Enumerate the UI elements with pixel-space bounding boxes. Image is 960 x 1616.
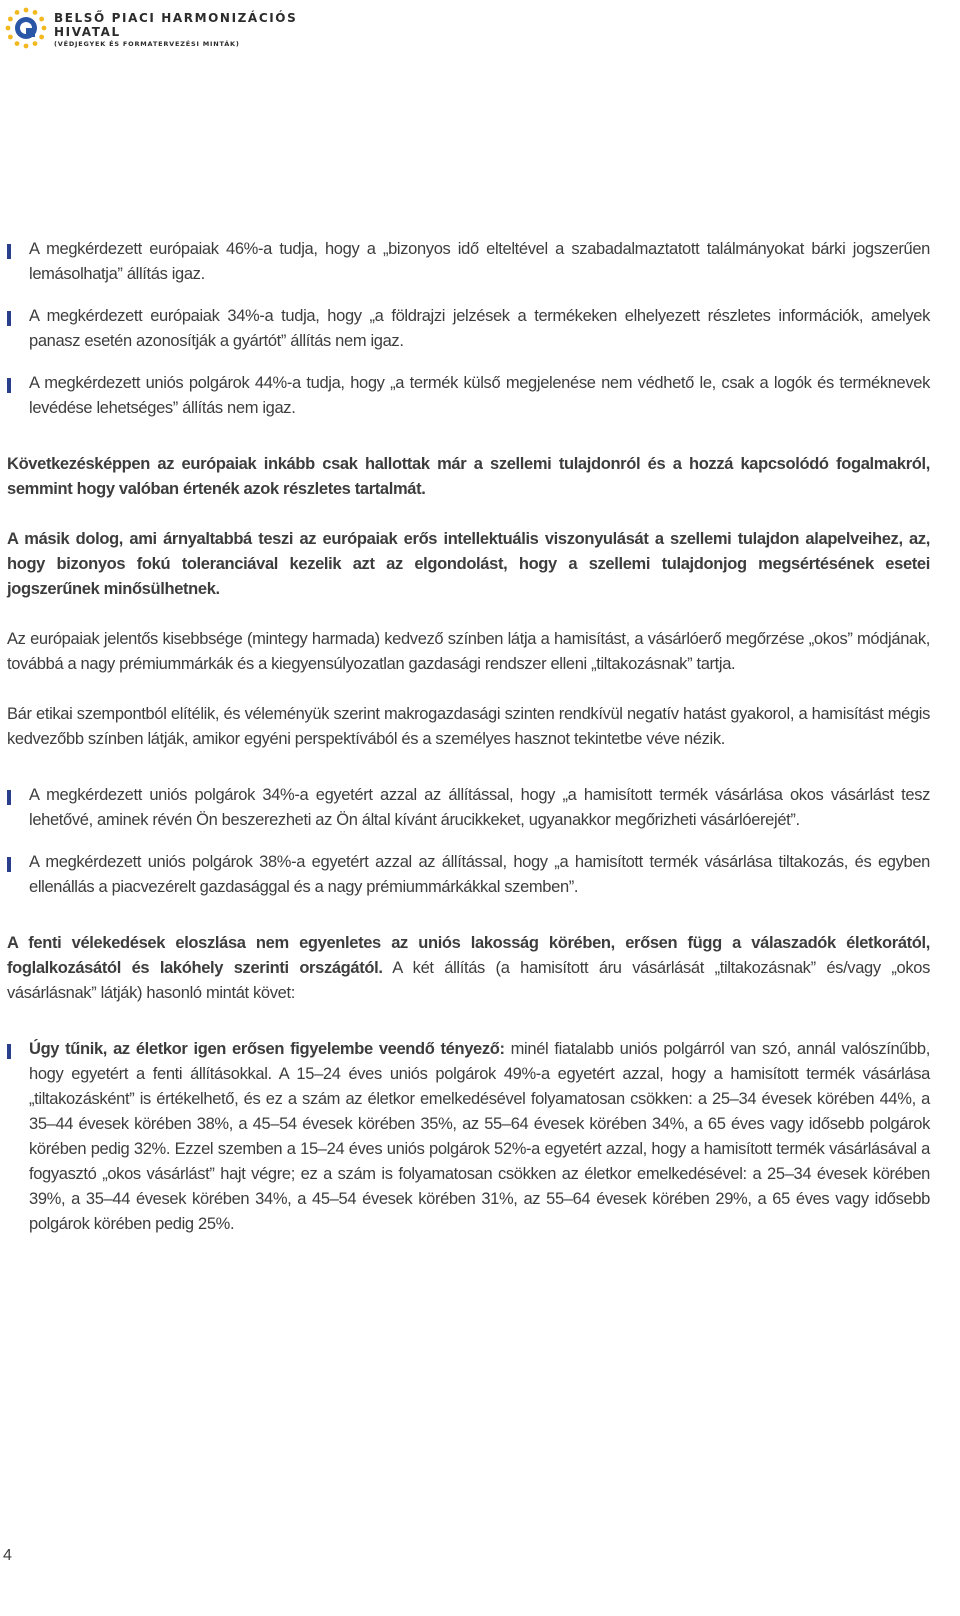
bullet-item: A megkérdezett európaiak 46%-a tudja, hogy a „bizonyos idő elteltével a szabadalmaztatott találmányokat bárki jogszerűen lemásolhatja” állítás igaz. bbox=[7, 237, 930, 287]
paragraph-bold-lead: A fenti vélekedések eloszlása nem egyenletes az uniós lakosság körében, erősen függ a válaszadók életkorától, foglalkozásától és lakóhely szerinti országától. bbox=[7, 934, 930, 977]
bullet-item: A megkérdezett európaiak 34%-a tudja, hogy „a földrajzi jelzések a termékeken elhelyezett részletes információk, amelyek panasz esetén azonosítják a gyártót” állítás nem igaz. bbox=[7, 304, 930, 354]
paragraph: Bár etikai szempontból elítélik, és véleményük szerint makrogazdasági szinten rendkívül negatív hatást gyakorol, a hamisítást mégis kedvezőbb színben látják, amikor egyéni perspektívából és a személyes hasznot tekintetbe véve nézik. bbox=[7, 705, 930, 748]
bold-paragraph: Következésképpen az európaiak inkább csak hallottak már a szellemi tulajdonról és a hozzá kapcsolódó fogalmakról, semmint hogy valóban értenék azok részletes tartalmát. bbox=[7, 455, 930, 498]
bullet-rest: minél fiatalabb uniós polgárról van szó, annál valószínűbb, hogy egyetért a fenti állításokkal. A 15–24 éves uniós polgárok 49%-a egyetért azzal, hogy a hamisított termék vásárlása „tiltakozásként” is értékelhető, és ez a szám az életkor emelkedésével folyamatosan csökken: a 25–34 évesek körében 44%, a 35–44 évesek körében 38%, a 45–54 évesek körében 35%, az 55–64 évesek körében 34%, a 65 éves vagy idősebb polgárok körében pedig 32%. Ezzel szemben a 15–24 éves uniós polgárok 52%-a egyetért azzal, hogy a hamisított termék vásárlásával a fogyasztó „okos vásárlást” hajt végre; ez a szám is folyamatosan csökken az életkor emelkedésével: a 25–34 évesek körében 39%, a 35–44 évesek körében 34%, a 45–54 évesek körében 31%, az 55–64 évesek körében 29%, a 65 éves vagy idősebb polgárok körében pedig 25%. bbox=[29, 1040, 930, 1233]
bullet-item bbox=[7, 1037, 930, 1237]
header bbox=[4, 6, 297, 54]
ohim-star-circle-logo-icon bbox=[4, 6, 48, 50]
bold-paragraph: A másik dolog, ami árnyaltabbá teszi az európaiak erős intellektuális viszonyulását a szellemi tulajdon alapelveihez, az, hogy bizonyos fokú toleranciával kezelik azt az elgondolást, hogy a szellemi tulajdonjog megsértésének esetei jogszerűnek minősülhetnek. bbox=[7, 530, 930, 598]
org-name-line2: HIVATAL bbox=[54, 25, 121, 39]
organisation-name bbox=[54, 12, 297, 48]
bullet-item: A megkérdezett uniós polgárok 38%-a egyetért azzal az állítással, hogy „a hamisított termék vásárlása tiltakozás, és egyben ellenállás a piacvezérelt gazdasággal és a nagy prémiummárkákkal szemben”. bbox=[7, 850, 930, 900]
bullet-item: A megkérdezett uniós polgárok 34%-a egyetért azzal az állítással, hogy „a hamisított termék vásárlása okos vásárlást tesz lehetővé, aminek révén Ön beszerezheti az Ön által kívánt árucikkeket, ugyanakkor megőrizheti vásárlóerejét”. bbox=[7, 783, 930, 833]
paragraph-rest: A két állítás (a hamisított áru vásárlását „tiltakozásnak” és/vagy „okos vásárlásnak” látják) hasonló mintát követ: bbox=[7, 959, 930, 1002]
page-number: 4 bbox=[3, 1547, 12, 1564]
paragraph bbox=[7, 931, 930, 1006]
org-name-line1: BELSŐ PIACI HARMONIZÁCIÓS bbox=[54, 11, 298, 25]
document-body bbox=[7, 237, 930, 1237]
org-subtitle: (VÉDJEGYEK ÉS FORMATERVEZÉSI MINTÁK) bbox=[54, 40, 240, 48]
bullet-item: A megkérdezett uniós polgárok 44%-a tudja, hogy „a termék külső megjelenése nem védhető le, csak a logók és terméknevek levédése lehetséges” állítás nem igaz. bbox=[7, 371, 930, 421]
bullet-bold-lead: Úgy tűnik, az életkor igen erősen figyelembe veendő tényező: bbox=[29, 1040, 505, 1058]
paragraph: Az európaiak jelentős kisebbsége (mintegy harmada) kedvező színben látja a hamisítást, a vásárlóerő megőrzése „okos” módjának, továbbá a nagy prémiummárkák és a kiegyensúlyozatlan gazdasági rendszer elleni „tiltakozásnak” tartja. bbox=[7, 630, 930, 673]
